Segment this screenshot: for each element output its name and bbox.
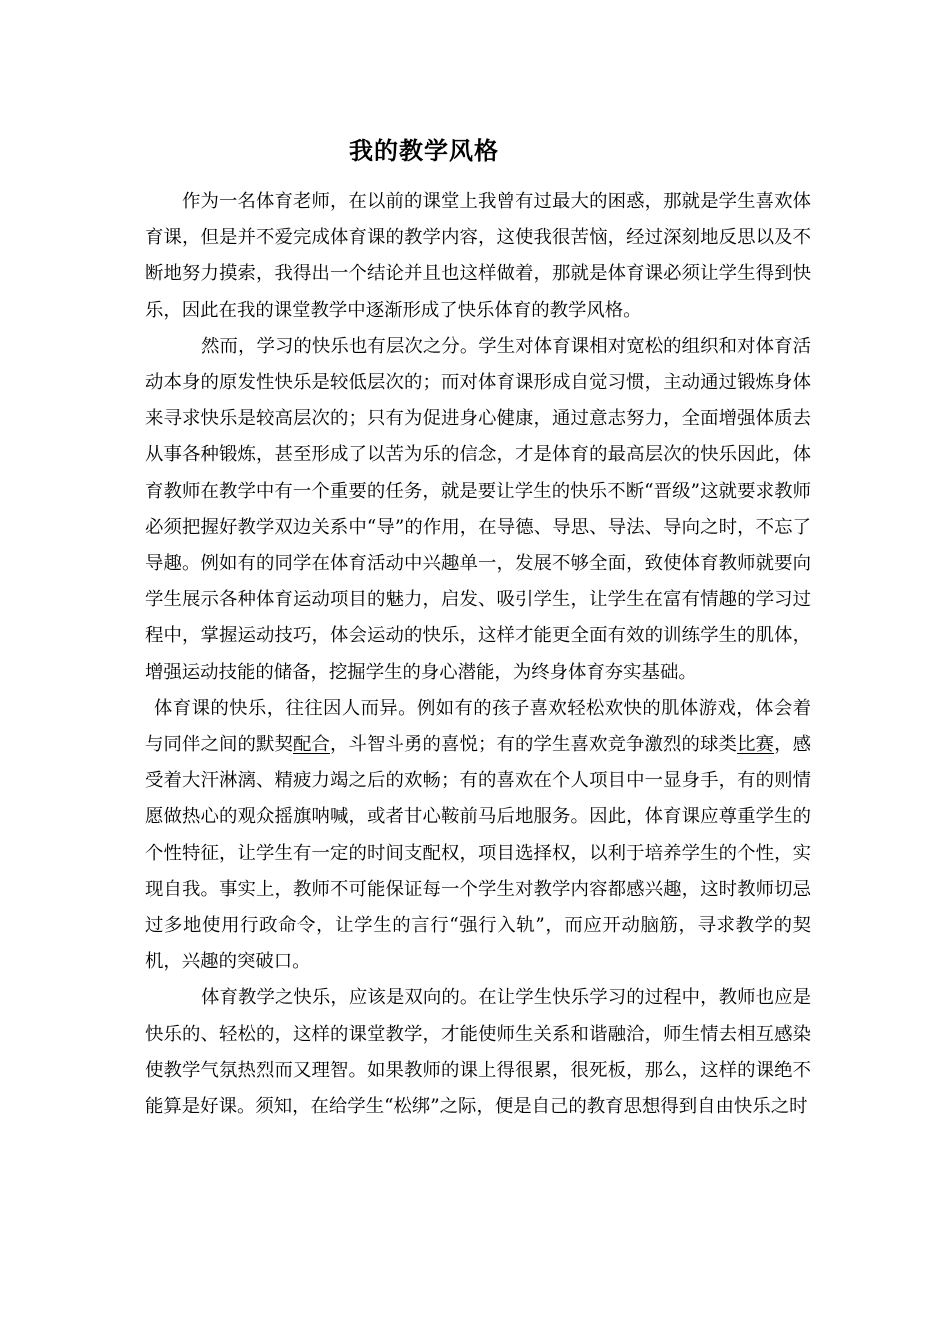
document-title: 我的教学风格	[349, 137, 499, 165]
underlined-term-match: 比赛	[737, 734, 775, 756]
paragraph-3	[145, 691, 811, 981]
paragraph-3-text-b: ，斗智斗勇的喜悦；有的学生喜欢竞争激烈的球类	[330, 734, 738, 756]
paragraph-2: 然而，学习的快乐也有层次之分。学生对体育课相对宽松的组织和对体育活动本身的原发性快乐是较低层次的；而对体育课形成自觉习惯，主动通过锻炼身体来寻求快乐是较高层次的；只有为促进身心健康，通过意志努力，全面增强体质去从事各种锻炼，甚至形成了以苦为乐的信念，才是体育的最高层次的快乐因此，体育教师在教学中有一个重要的任务，就是要让学生的快乐不断“晋级”这就要求教师必须把握好教学双边关系中“导”的作用，在导德、导思、导法、导向之时，不忘了导趣。例如有的同学在体育活动中兴趣单一，发展不够全面，致使体育教师就要向学生展示各种体育运动项目的魅力，启发、吸引学生，让学生在富有情趣的学习过程中，掌握运动技巧，体会运动的快乐，这样才能更全面有效的训练学生的肌体，增强运动技能的储备，挖掘学生的身心潜能，为终身体育夯实基础。	[145, 335, 811, 683]
paragraph-4: 体育教学之快乐，应该是双向的。在让学生快乐学习的过程中，教师也应是快乐的、轻松的，这样的课堂教学，才能使师生关系和谐融洽，师生情去相互感染使教学气氛热烈而又理智。如果教师的课上得很累，很死板，那么，这样的课绝不能算是好课。须知，在给学生“松绑”之际，便是自己的教育思想得到自由快乐之时	[145, 987, 811, 1118]
paragraph-1: 作为一名体育老师，在以前的课堂上我曾有过最大的困惑，那就是学生喜欢体育课，但是并不爱完成体育课的教学内容，这使我很苦恼，经过深刻地反思以及不断地努力摸索，我得出一个结论并且也这样做着，那就是体育课必须让学生得到快乐，因此在我的课堂教学中逐渐形成了快乐体育的教学风格。	[145, 191, 811, 321]
underlined-term-cooperation: 配合	[293, 734, 331, 756]
paragraph-3-text-c: ，感受着大汗淋漓、精疲力竭之后的欢畅；有的喜欢在个人项目中一显身手，有的则情愿做热心的观众摇旗呐喊，或者甘心鞍前马后地服务。因此，体育课应尊重学生的个性特征，让学生有一定的时间支配权，项目选择权，以利于培养学生的个性，实现自我。事实上，教师不可能保证每一个学生对教学内容都感兴趣，这时教师切忌过多地使用行政命令，让学生的言行“强行入轨”，而应开动脑筋，寻求教学的契机，兴趣的突破口。	[145, 734, 811, 973]
document-body	[145, 184, 811, 1125]
paragraph-3-text-a: 体育课的快乐，往往因人而异。例如有的孩子喜欢轻松欢快的肌体游戏，体会着与同伴之间的默契	[145, 697, 811, 756]
